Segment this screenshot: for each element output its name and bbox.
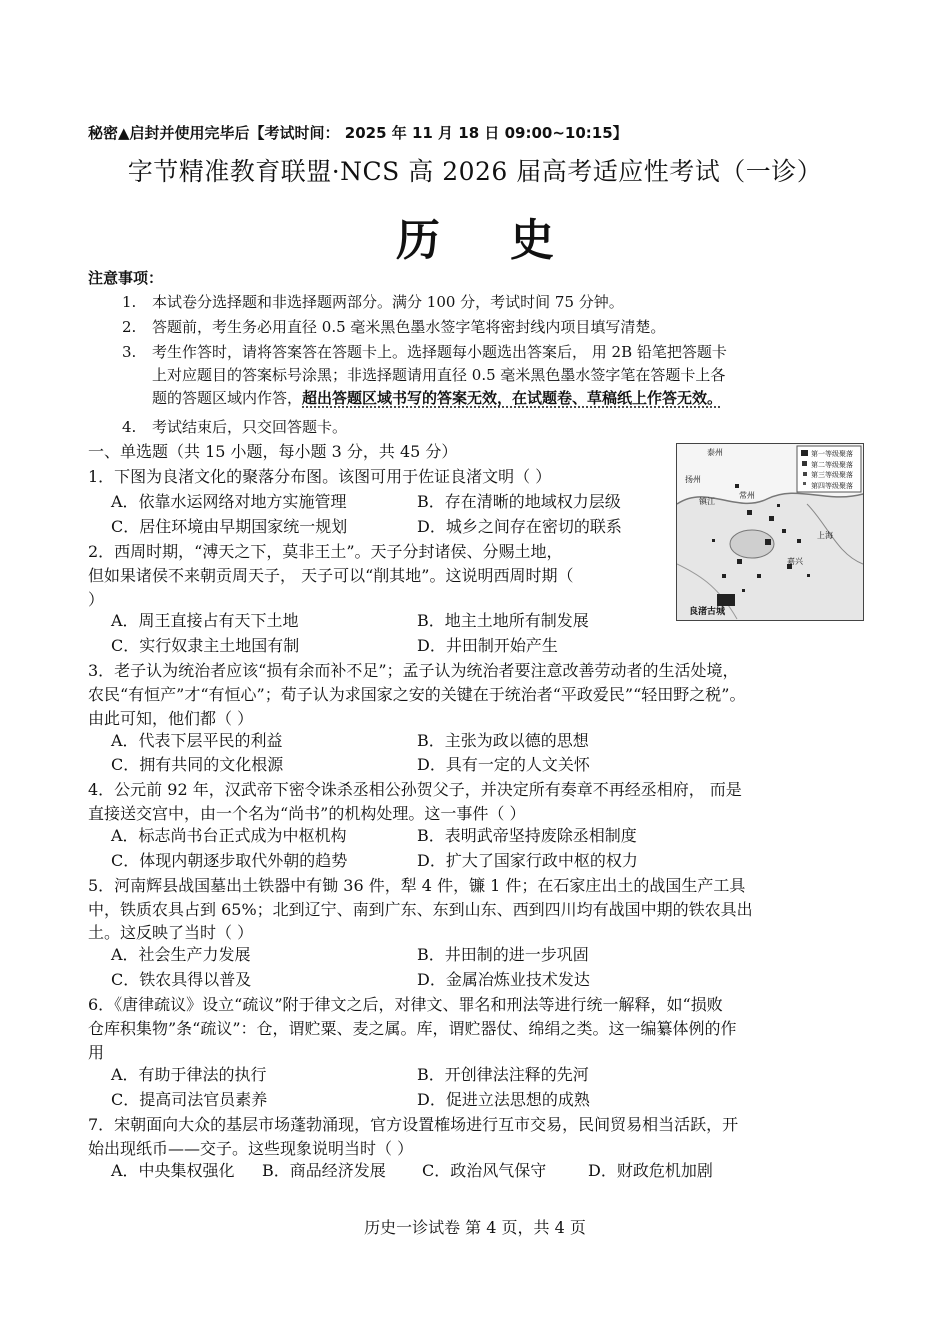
- option: D．促进立法思想的成熟: [417, 1090, 590, 1109]
- page-footer: 历史一诊试卷 第 4 页，共 4 页: [364, 1218, 586, 1237]
- notice-item: 4. 考试结束后，只交回答题卡。: [122, 418, 348, 436]
- option: D．井田制开始产生: [417, 636, 558, 655]
- option: C．居住环境由早期国家统一规划: [111, 517, 348, 536]
- map-label: 嘉兴: [787, 557, 803, 566]
- question-stem: 土。这反映了当时（ ）: [88, 923, 254, 942]
- option: C．实行奴隶主土地国有制: [111, 636, 300, 655]
- question-stem: 1．下图为良渚文化的聚落分布图。该图可用于佐证良渚文明（ ）: [88, 467, 552, 486]
- notice-item: 3. 考生作答时，请将答案答在答题卡上。选择题每小题选出答案后， 用 2B 铅笔把答题卡: [122, 343, 727, 361]
- map-label: 扬州: [685, 475, 701, 484]
- notice-heading: 注意事项：: [88, 269, 164, 287]
- map-legend: 第一等级聚落 第二等级聚落 第三等级聚落 第四等级聚落: [811, 450, 853, 490]
- question-stem: 用: [88, 1043, 105, 1062]
- option: D．金属冶炼业技术发达: [417, 970, 590, 989]
- option: B．地主土地所有制发展: [417, 611, 589, 630]
- option: B．井田制的进一步巩固: [417, 945, 589, 964]
- option: A．依靠水运网络对地方实施管理: [111, 492, 347, 511]
- option: C．铁农具得以普及: [111, 970, 252, 989]
- exam-title: 字节精准教育联盟·NCS 高 2026 届高考适应性考试（一诊）: [127, 157, 823, 186]
- map-label: 泰州: [707, 448, 723, 457]
- question-stem: 4．公元前 92 年，汉武帝下密令诛杀丞相公孙贺父子，并决定所有奏章不再经丞相府， 而是: [88, 780, 742, 799]
- option: B．表明武帝坚持废除丞相制度: [417, 826, 637, 845]
- section-title: 一、单选题（共 15 小题，每小题 3 分，共 45 分）: [88, 442, 458, 461]
- invalid-answer-warning: 超出答题区域书写的答案无效，在试题卷、草稿纸上作答无效。: [302, 389, 723, 407]
- question-stem: 2．西周时期，“溥天之下，莫非王土”。天子分封诸侯、分赐土地，: [88, 542, 563, 561]
- question-stem: 直接送交宫中，由一个名为“尚书”的机构处理。这一事件（ ）: [88, 804, 526, 823]
- question-stem: 5．河南辉县战国墓出土铁器中有锄 36 件，犁 4 件，镰 1 件；在石家庄出土的战国生产工具: [88, 876, 746, 895]
- question-stem: 6．《唐律疏议》设立“疏议”附于律文之后，对律文、罪名和刑法等进行统一解释，如“损败: [88, 995, 723, 1014]
- question-stem: 由此可知，他们都（ ）: [88, 709, 254, 728]
- confidential-notice: 秘密▲启封并使用完毕后【考试时间： 2025 年 11 月 18 日 09:00~10:15】: [88, 124, 628, 142]
- option: C．提高司法官员素养: [111, 1090, 268, 1109]
- question-stem: ）: [88, 590, 105, 609]
- option: B．主张为政以德的思想: [417, 731, 589, 750]
- option: A．中央集权强化: [111, 1161, 235, 1180]
- subject-title: 历史: [396, 215, 624, 266]
- option: A．标志尚书台正式成为中枢机构: [111, 826, 347, 845]
- notice-item: 2. 答题前，考生务必用直径 0.5 毫米黑色墨水签字笔将密封线内项目填写清楚。: [122, 318, 666, 336]
- option: D．财政危机加剧: [588, 1161, 713, 1180]
- map-label: 常州: [739, 491, 755, 500]
- option: A．代表下层平民的利益: [111, 731, 283, 750]
- question-stem: 始出现纸币——交子。这些现象说明当时（ ）: [88, 1139, 414, 1158]
- option: B．商品经济发展: [262, 1161, 386, 1180]
- liangzhu-settlement-map: [676, 443, 864, 621]
- map-label: 镇江: [699, 497, 715, 506]
- map-label: 良渚古城: [689, 607, 726, 617]
- question-stem: 3．老子认为统治者应该“损有余而补不足”；孟子认为统治者要注意改善劳动者的生活处境，: [88, 661, 739, 680]
- notice-item-line: 上对应题目的答案标号涂黑；非选择题请用直径 0.5 毫米黑色墨水签字笔在答题卡上各: [152, 366, 726, 384]
- option: D．城乡之间存在密切的联系: [417, 517, 622, 536]
- notice-item: 1. 本试卷分选择题和非选择题两部分。满分 100 分，考试时间 75 分钟。: [122, 293, 624, 311]
- option: D．具有一定的人文关怀: [417, 755, 590, 774]
- option: A．有助于律法的执行: [111, 1065, 267, 1084]
- option: C．拥有共同的文化根源: [111, 755, 284, 774]
- map-label: 上海: [817, 531, 833, 540]
- question-stem: 仓库积集物”条“疏议”：仓，谓贮粟、麦之属。库，谓贮器仗、绵绢之类。这一编纂体例的作: [88, 1019, 737, 1038]
- option: A．周王直接占有天下土地: [111, 611, 299, 630]
- option: C．政治风气保守: [422, 1161, 547, 1180]
- option: C．体现内朝逐步取代外朝的趋势: [111, 851, 348, 870]
- question-stem: 7．宋朝面向大众的基层市场蓬勃涌现，官方设置榷场进行互市交易，民间贸易相当活跃，开: [88, 1115, 739, 1134]
- option: B．存在清晰的地域权力层级: [417, 492, 621, 511]
- option: A．社会生产力发展: [111, 945, 251, 964]
- question-stem: 中，铁质农具占到 65%；北到辽宁、南到广东、东到山东、西到四川均有战国中期的铁农具出: [88, 900, 753, 919]
- option: B．开创律法注释的先河: [417, 1065, 589, 1084]
- question-stem: 农民“有恒产”才“有恒心”；荀子认为求国家之安的关键在于统治者“平政爱民”“轻田野之税”。: [88, 685, 746, 704]
- option: D．扩大了国家行政中枢的权力: [417, 851, 638, 870]
- question-stem: 但如果诸侯不来朝贡周天子， 天子可以“削其地”。这说明西周时期（: [88, 566, 574, 585]
- notice-item-line: 题的答题区域内作答，超出答题区域书写的答案无效，在试题卷、草稿纸上作答无效。: [152, 389, 723, 407]
